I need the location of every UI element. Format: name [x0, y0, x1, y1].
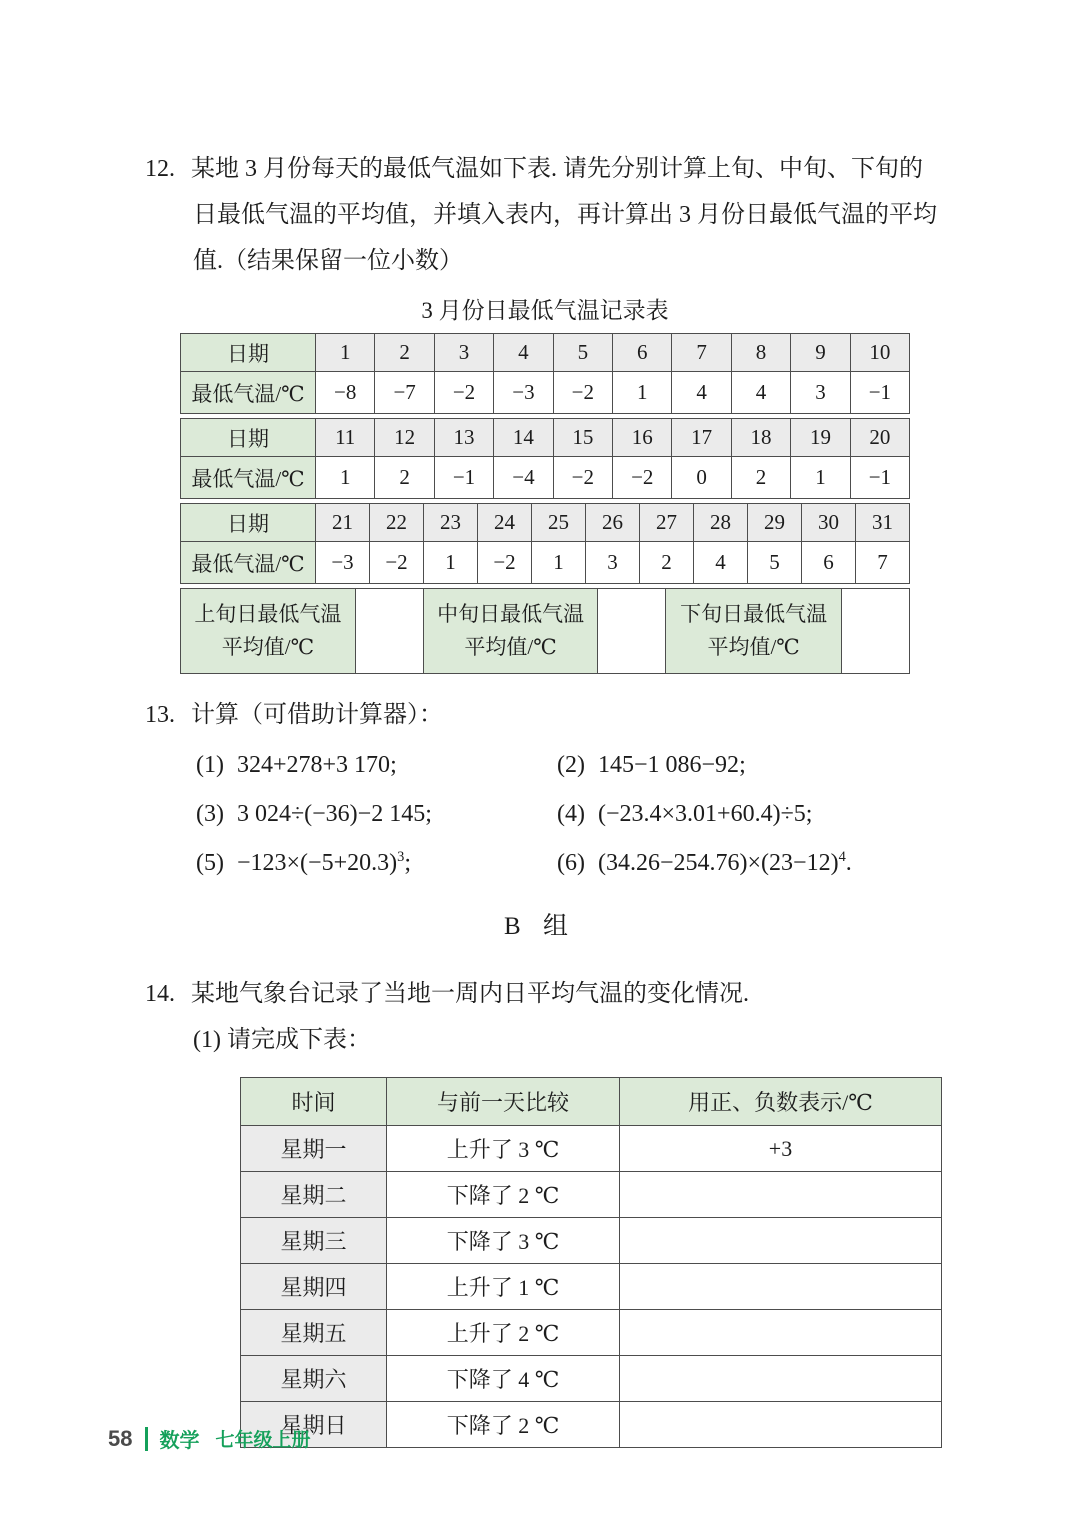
date-label: 日期 — [181, 504, 316, 541]
temp-cell: −2 — [554, 372, 613, 413]
temp-label: 最低气温/℃ — [181, 372, 316, 413]
date-row-1 — [181, 334, 909, 371]
section-b-heading: B 组 — [504, 913, 576, 940]
date-row-3 — [181, 504, 909, 541]
temp-cell: 0 — [672, 457, 731, 498]
header-time: 时间 — [241, 1078, 387, 1125]
calc-row-2 — [196, 787, 1080, 836]
temp-cell: 3 — [586, 542, 640, 583]
calc-item-5: $(5) -123\times(-5+20.3)^3$; — [196, 849, 411, 876]
early-decade-group — [181, 589, 424, 673]
problem-12-line-3: 值.（结果保留一位小数） — [193, 248, 463, 274]
date-cell: 14 — [494, 419, 553, 456]
date-cell: 13 — [435, 419, 494, 456]
temp-cell: −2 — [613, 457, 672, 498]
early-decade-answer-cell — [356, 589, 424, 673]
signed-cell — [620, 1310, 941, 1355]
decade-3-block — [180, 503, 910, 584]
change-cell: 上升了 2 ℃ — [387, 1310, 620, 1355]
date-cell: 20 — [869, 425, 891, 449]
date-cell: 16 — [613, 419, 672, 456]
temp-cell: −2 — [435, 372, 494, 413]
date-cell: 3 — [435, 334, 494, 371]
date-cell: 21 — [316, 504, 370, 541]
temp-cell: 5 — [748, 542, 802, 583]
problem-12-line-2: 日最低气温的平均值，并填入表内，再计算出 3 月份日最低气温的平均 — [193, 202, 937, 228]
date-cell: 26 — [586, 504, 640, 541]
date-cell: 12 — [375, 419, 434, 456]
date-label: 日期 — [181, 419, 316, 456]
date-cell: 31 — [872, 510, 893, 534]
week-temp-table — [240, 1077, 942, 1448]
temp-cell: −2 — [478, 542, 532, 583]
early-decade-label: 上旬日最低气温 平均值/℃ — [181, 589, 356, 673]
day-cell: 星期二 — [241, 1172, 387, 1217]
day-cell: 星期六 — [241, 1356, 387, 1401]
temp-cell: −4 — [494, 457, 553, 498]
date-cell: 17 — [672, 419, 731, 456]
problem-13-number: 13. — [145, 702, 175, 728]
week-row-sunday — [241, 1401, 941, 1447]
temp-cell: −1 — [868, 380, 892, 404]
week-row-saturday — [241, 1355, 941, 1401]
date-cell: 19 — [791, 419, 850, 456]
problem-14-text: 某地气象台记录了当地一周内日平均气温的变化情况. — [191, 981, 749, 1007]
date-row-2 — [181, 419, 909, 456]
page-footer — [108, 1424, 311, 1453]
change-cell: 上升了 3 ℃ — [387, 1126, 620, 1171]
day-cell: 星期日 — [241, 1402, 387, 1447]
average-summary-row — [180, 588, 910, 674]
date-cell: 18 — [732, 419, 791, 456]
date-cell: 9 — [791, 334, 850, 371]
signed-cell: +3 — [620, 1126, 941, 1171]
date-label: 日期 — [181, 334, 316, 371]
temp-cell: 2 — [640, 542, 694, 583]
problem-12-number: 12. — [145, 156, 175, 182]
day-cell: 星期五 — [241, 1310, 387, 1355]
date-cell: 27 — [640, 504, 694, 541]
date-cell: 5 — [554, 334, 613, 371]
day-cell: 星期三 — [241, 1218, 387, 1263]
mid-decade-answer-cell — [598, 589, 666, 673]
temp-cell: 4 — [732, 372, 791, 413]
week-row-wednesday — [241, 1217, 941, 1263]
problem-12-line-1 — [145, 146, 973, 192]
temp-cell: 3 — [791, 372, 850, 413]
temp-cell: 1 — [532, 542, 586, 583]
late-decade-group — [666, 589, 909, 673]
problem-14-line-1 — [145, 971, 973, 1017]
temp-cell: 2 — [375, 457, 434, 498]
march-table-title: 3 月份日最低气温记录表 — [421, 298, 669, 323]
signed-cell — [620, 1356, 941, 1401]
date-cell: 1 — [316, 334, 375, 371]
calc-item-2: (2) 145−1 086−92; — [557, 752, 746, 778]
temp-cell: −7 — [375, 372, 434, 413]
day-cell: 星期一 — [241, 1126, 387, 1171]
change-cell: 下降了 4 ℃ — [387, 1356, 620, 1401]
footer-subject: 数学 — [159, 1430, 200, 1452]
date-cell: 23 — [424, 504, 478, 541]
late-decade-label: 下旬日最低气温 平均值/℃ — [666, 589, 842, 673]
date-cell: 28 — [694, 504, 748, 541]
temp-cell: −1 — [868, 465, 892, 489]
date-cell: 29 — [748, 504, 802, 541]
date-cell: 15 — [554, 419, 613, 456]
problem-14-number: 14. — [145, 981, 175, 1007]
date-cell: 7 — [672, 334, 731, 371]
temp-cell: 7 — [877, 550, 888, 574]
mid-decade-group — [424, 589, 667, 673]
decade-2-block — [180, 418, 910, 499]
change-cell: 下降了 2 ℃ — [387, 1402, 620, 1447]
change-cell: 下降了 3 ℃ — [387, 1218, 620, 1263]
date-cell: 4 — [494, 334, 553, 371]
change-cell: 上升了 1 ℃ — [387, 1264, 620, 1309]
week-row-friday — [241, 1309, 941, 1355]
date-cell: 8 — [732, 334, 791, 371]
temp-row-1 — [181, 371, 909, 413]
calc-row-1 — [196, 738, 1080, 787]
problem-13-title: 计算（可借助计算器）： — [191, 702, 443, 728]
temp-cell: −2 — [554, 457, 613, 498]
temp-cell: 4 — [694, 542, 748, 583]
temp-cell: 1 — [316, 457, 375, 498]
decade-1-block — [180, 333, 910, 414]
temp-row-3 — [181, 541, 909, 583]
calc-row-3 — [196, 836, 1080, 885]
temp-cell: −3 — [316, 542, 370, 583]
date-cell: 22 — [370, 504, 424, 541]
temp-row-2 — [181, 456, 909, 498]
week-row-monday — [241, 1125, 941, 1171]
calc-item-4: (4) (−23.4×3.01+60.4)÷5; — [557, 801, 813, 827]
signed-cell — [620, 1264, 941, 1309]
date-cell: 30 — [802, 504, 856, 541]
temp-cell: 1 — [424, 542, 478, 583]
temp-cell: 1 — [791, 457, 850, 498]
problem-14-sub: (1) 请完成下表： — [193, 1027, 371, 1053]
page-number: 58 — [108, 1425, 133, 1451]
temp-cell: −1 — [435, 457, 494, 498]
calc-item-3: (3) 3 024÷(−36)−2 145; — [196, 801, 432, 827]
temp-label: 最低气温/℃ — [181, 457, 316, 498]
date-cell: 24 — [478, 504, 532, 541]
signed-cell — [620, 1172, 941, 1217]
header-compare: 与前一天比较 — [387, 1078, 620, 1125]
week-row-tuesday — [241, 1171, 941, 1217]
temp-cell: −8 — [316, 372, 375, 413]
temp-cell: 4 — [672, 372, 731, 413]
date-cell: 10 — [869, 340, 891, 364]
temp-cell: 6 — [802, 542, 856, 583]
change-cell: 下降了 2 ℃ — [387, 1172, 620, 1217]
temp-cell: 1 — [613, 372, 672, 413]
footer-grade: 七年级上册 — [215, 1430, 311, 1451]
problem-12-text: 某地 3 月份每天的最低气温如下表. 请先分别计算上旬、中旬、下旬的 — [191, 156, 923, 182]
day-cell: 星期四 — [241, 1264, 387, 1309]
temp-cell: 2 — [732, 457, 791, 498]
header-signed: 用正、负数表示/℃ — [620, 1078, 941, 1125]
temp-cell: −3 — [494, 372, 553, 413]
mid-decade-label: 中旬日最低气温 平均值/℃ — [424, 589, 599, 673]
march-temp-table — [180, 333, 910, 674]
date-cell: 2 — [375, 334, 434, 371]
signed-cell — [620, 1402, 941, 1447]
late-decade-answer-cell — [842, 589, 909, 673]
signed-cell — [620, 1218, 941, 1263]
temp-label: 最低气温/℃ — [181, 542, 316, 583]
date-cell: 11 — [316, 419, 375, 456]
date-cell: 6 — [613, 334, 672, 371]
calc-item-6: (6) $(34.26-254.76)\times(23-12)^4$. — [557, 849, 852, 876]
week-table-header — [241, 1078, 941, 1125]
footer-divider-bar — [145, 1427, 148, 1451]
problem-13-header — [145, 692, 973, 738]
week-row-thursday — [241, 1263, 941, 1309]
calc-item-1: (1) 324+278+3 170; — [196, 752, 397, 778]
temp-cell: −2 — [370, 542, 424, 583]
date-cell: 25 — [532, 504, 586, 541]
